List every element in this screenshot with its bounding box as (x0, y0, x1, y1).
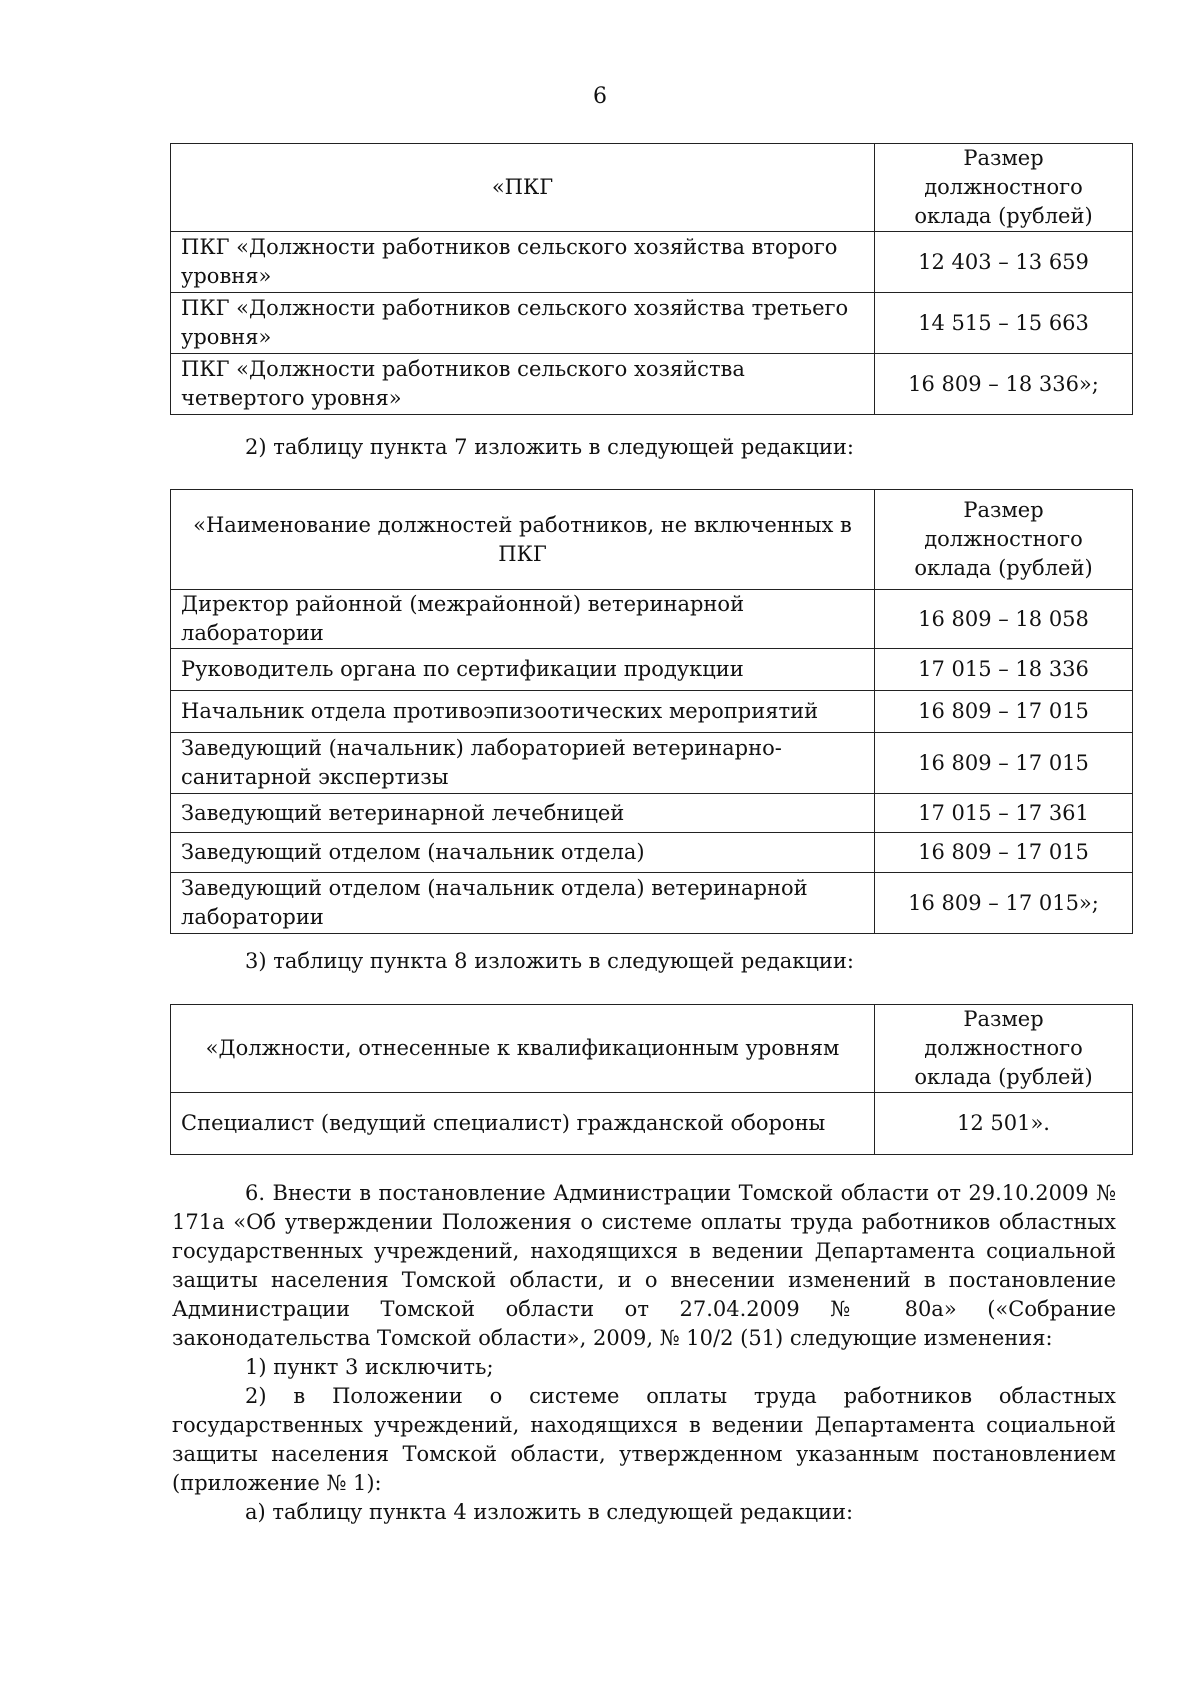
table-row (171, 590, 1133, 649)
table-row (171, 794, 1133, 833)
subitem-2-text: в Положении о системе оплаты труда работников областных государственных учреждений, находящихся в ведении Департамента социальной защиты населения Томской области, утвержденном указанным постановлением (приложение № 1): (172, 1384, 1116, 1495)
table-row (171, 733, 1133, 794)
table-cell-value: 16 809 – 18 336»; (875, 354, 1133, 415)
table-row (171, 232, 1133, 293)
table-header-cell: Размер должностного оклада (рублей) (875, 144, 1133, 232)
table-cell-name: Заведующий отделом (начальник отдела) ветеринарной лаборатории (171, 873, 875, 934)
table-cell-value: 17 015 – 17 361 (875, 794, 1133, 833)
table-row (171, 691, 1133, 733)
section-6-label: 6. (245, 1181, 266, 1205)
table-positions-not-in-pkg (170, 489, 1133, 934)
table-header-row (171, 144, 1133, 232)
subitem-2-label: 2) (245, 1384, 267, 1408)
subitem-1-text: 1) пункт 3 исключить; (245, 1355, 494, 1379)
table-cell-name: Руководитель органа по сертификации продукции (171, 649, 875, 691)
item-3-text: 3) таблицу пункта 8 изложить в следующей редакции: (245, 949, 854, 973)
subitem-a-text: а) таблицу пункта 4 изложить в следующей редакции: (245, 1500, 854, 1524)
section-6-paragraph (172, 1179, 1116, 1353)
table-row (171, 873, 1133, 934)
table-header-row (171, 490, 1133, 590)
table-cell-value: 16 809 – 18 058 (875, 590, 1133, 649)
table-cell-value: 14 515 – 15 663 (875, 293, 1133, 354)
table-header-row (171, 1005, 1133, 1093)
table-header-cell: «Наименование должностей работников, не включенных в ПКГ (171, 490, 875, 590)
table-row (171, 293, 1133, 354)
table-cell-value: 16 809 – 17 015 (875, 733, 1133, 794)
page-number: 6 (593, 84, 607, 109)
table-row (171, 649, 1133, 691)
table-cell-name: Специалист (ведущий специалист) гражданской обороны (171, 1093, 875, 1155)
table-header-cell: «Должности, отнесенные к квалификационным уровням (171, 1005, 875, 1093)
table-cell-name: Заведующий (начальник) лабораторией ветеринарно-санитарной экспертизы (171, 733, 875, 794)
table-cell-value: 12 501». (875, 1093, 1133, 1155)
table-cell-name: Заведующий ветеринарной лечебницей (171, 794, 875, 833)
table-cell-value: 17 015 – 18 336 (875, 649, 1133, 691)
table-pkg-agriculture (170, 143, 1133, 415)
table-cell-value: 16 809 – 17 015 (875, 691, 1133, 733)
table-cell-value: 16 809 – 17 015 (875, 833, 1133, 873)
table-row (171, 1093, 1133, 1155)
table-header-cell: Размер должностного оклада (рублей) (875, 490, 1133, 590)
table-cell-name: Директор районной (межрайонной) ветеринарной лаборатории (171, 590, 875, 649)
table-cell-name: ПКГ «Должности работников сельского хозяйства второго уровня» (171, 232, 875, 293)
table-cell-name: Заведующий отделом (начальник отдела) (171, 833, 875, 873)
table-cell-name: Начальник отдела противоэпизоотических мероприятий (171, 691, 875, 733)
table-cell-name: ПКГ «Должности работников сельского хозяйства четвертого уровня» (171, 354, 875, 415)
item-2-text: 2) таблицу пункта 7 изложить в следующей редакции: (245, 435, 854, 459)
table-header-cell: Размер должностного оклада (рублей) (875, 1005, 1133, 1093)
table-cell-value: 16 809 – 17 015»; (875, 873, 1133, 934)
table-cell-name: ПКГ «Должности работников сельского хозяйства третьего уровня» (171, 293, 875, 354)
table-row (171, 833, 1133, 873)
table-qualification-levels (170, 1004, 1133, 1155)
section-6-text: Внести в постановление Администрации Томской области от 29.10.2009 № 171а «Об утверждении Положения о системе оплаты труда работников областных государственных учреждений, находящихся в ведении Департамента социальной защиты населения Томской области, и о внесении изменений в постановление Администрации Томской области от 27.04.2009 № 80а» («Собрание законодательства Томской области», 2009, № 10/2 (51) следующие изменения: (172, 1181, 1116, 1350)
table-cell-value: 12 403 – 13 659 (875, 232, 1133, 293)
subitem-2-paragraph (172, 1382, 1116, 1498)
table-header-cell: «ПКГ (171, 144, 875, 232)
table-row (171, 354, 1133, 415)
